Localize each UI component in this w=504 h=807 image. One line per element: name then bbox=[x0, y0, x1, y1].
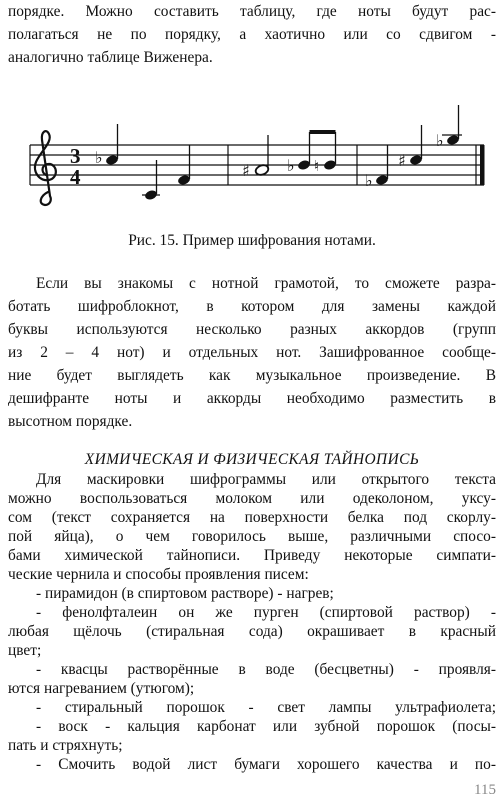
text-line: сом (текст сохраняется на поверхности белка под скорлу- bbox=[8, 509, 496, 526]
figure-caption: Рис. 15. Пример шифрования нотами. bbox=[128, 232, 376, 249]
note bbox=[142, 160, 160, 201]
text-line: цвет; bbox=[8, 642, 42, 659]
note bbox=[365, 145, 389, 190]
svg-text:♭: ♭ bbox=[365, 171, 373, 190]
text-line: буквы используются несколько разных аккордов (групп bbox=[8, 321, 496, 338]
svg-text:♭: ♭ bbox=[436, 131, 444, 150]
text-line: пать и стряхнуть; bbox=[8, 737, 123, 754]
text-line: высотном порядке. bbox=[8, 413, 133, 430]
text-line: - Смочить водой лист бумаги хорошего качества и по- bbox=[36, 756, 496, 773]
music-notation-figure bbox=[0, 0, 504, 220]
section-heading: ХИМИЧЕСКАЯ И ФИЗИЧЕСКАЯ ТАЙНОПИСЬ bbox=[84, 451, 420, 468]
text-line: ческие чернила и способы проявления писем: bbox=[8, 566, 309, 583]
text-line: из 2 – 4 нот) и отдельных нот. Зашифрованное сообще- bbox=[8, 344, 496, 361]
svg-text:♯: ♯ bbox=[398, 151, 406, 170]
text-line: пой яйца), о чем говорилось выше, различными спосо- bbox=[8, 528, 496, 545]
text-line: - пирамидон (в спиртовом растворе) - нагрев; bbox=[36, 585, 334, 602]
time-signature-bottom: 4 bbox=[70, 165, 81, 189]
text-line: порядке. Можно составить таблицу, где ноты будут рас- bbox=[8, 3, 496, 20]
svg-text:♭: ♭ bbox=[287, 156, 295, 175]
note bbox=[242, 135, 270, 180]
time-signature-top: 3 bbox=[70, 144, 81, 168]
final-barline-thick bbox=[480, 145, 485, 185]
text-line: бами химической тайнописи. Приведу некоторые симпати- bbox=[8, 547, 496, 564]
svg-text:♯: ♯ bbox=[242, 161, 250, 180]
text-line: ются нагреванием (утюгом); bbox=[8, 680, 195, 697]
page-number: 115 bbox=[474, 782, 496, 798]
text-line: - воск - кальция карбонат или зубной порошок (посы- bbox=[36, 718, 496, 735]
note bbox=[314, 132, 337, 175]
text-line: Если вы знакомы с нотной грамотой, то сможете разра- bbox=[36, 275, 496, 292]
note bbox=[436, 105, 462, 150]
text-line: полагаться не по порядку, а хаотично или со сдвигом - bbox=[8, 26, 496, 43]
note bbox=[287, 132, 311, 175]
note bbox=[398, 125, 423, 170]
text-line: можно воспользоваться молоком или одеколоном, уксу- bbox=[8, 490, 496, 507]
text-line: - фенолфталеин он же пурген (спиртовой раствор) - bbox=[36, 604, 496, 621]
treble-clef-icon bbox=[35, 131, 56, 205]
text-line: - стиральный порошок - свет лампы ультрафиолета; bbox=[36, 699, 496, 716]
svg-text:♭: ♭ bbox=[95, 148, 103, 167]
svg-text:♮: ♮ bbox=[314, 157, 320, 175]
text-line: дешифранте ноты и аккорды необходимо разместить в bbox=[8, 390, 496, 407]
text-line: любая щёлочь (стиральная сода) окрашивает в красный bbox=[8, 623, 496, 640]
text-line: ние будет выглядеть как музыкальное произведение. В bbox=[8, 367, 496, 384]
text-line: Для маскировки шифрограммы или открытого текста bbox=[36, 471, 496, 488]
text-line: ботать шифроблокнот, в котором для замены каждой bbox=[8, 298, 496, 315]
text-line: аналогично таблице Виженера. bbox=[8, 49, 213, 66]
text-line: - квасцы растворённые в воде (бесцветны) - проявля- bbox=[36, 661, 496, 678]
